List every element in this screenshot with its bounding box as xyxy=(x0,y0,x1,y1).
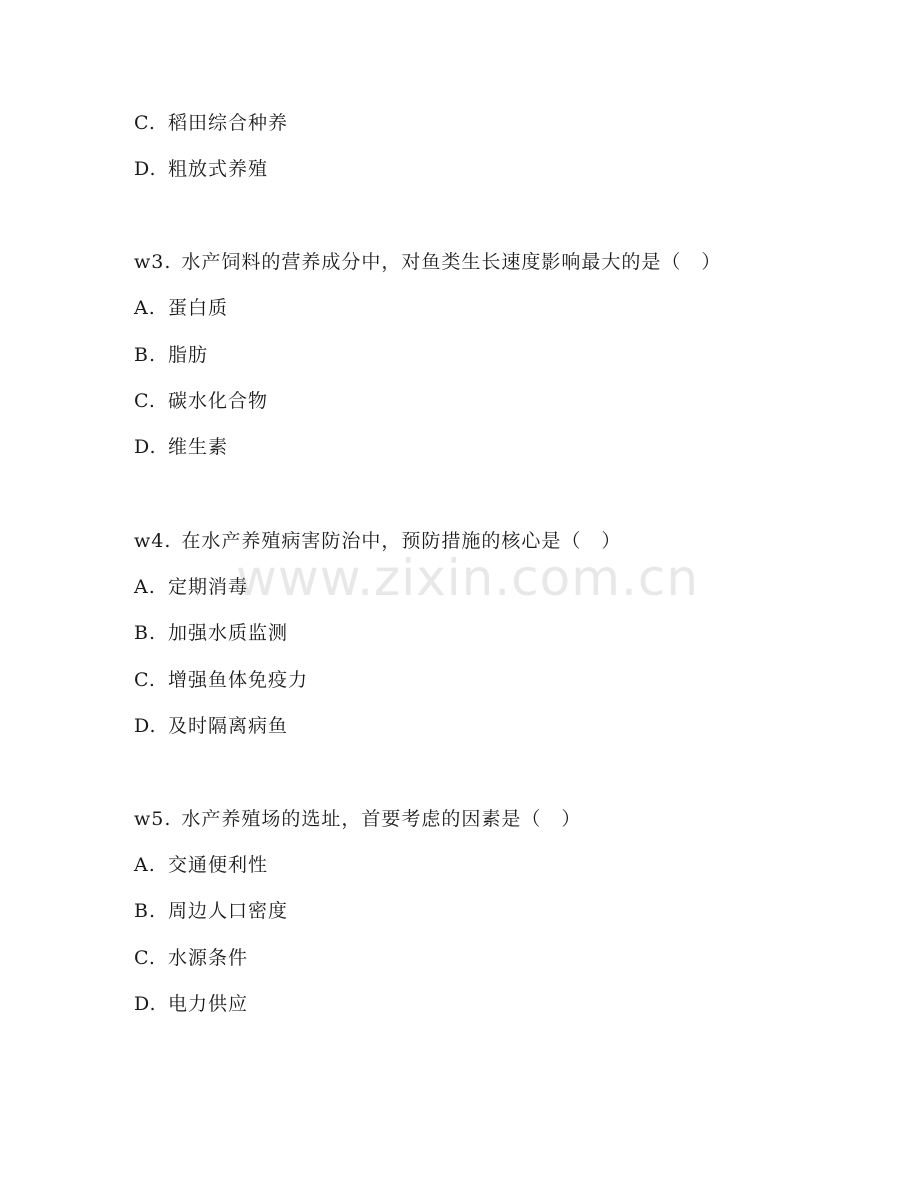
option-text: 加强水质监测 xyxy=(168,622,289,644)
option-text: 碳水化合物 xyxy=(168,390,269,412)
question-text: 水产养殖场的选址，首要考虑的因素是（ ） xyxy=(181,808,582,830)
option-text: 增强鱼体免疫力 xyxy=(168,669,309,691)
question-number: w4. xyxy=(134,530,172,552)
option-label: D. xyxy=(134,158,157,180)
option-label: C. xyxy=(134,947,156,969)
q3-option-d xyxy=(134,435,228,459)
q3-option-c xyxy=(134,389,268,413)
option-text: 及时隔离病鱼 xyxy=(168,715,289,737)
option-text: 维生素 xyxy=(168,436,229,458)
question-number: w3. xyxy=(134,251,172,273)
q4-option-b xyxy=(134,621,288,645)
option-label: C. xyxy=(134,390,156,412)
option-label: A. xyxy=(134,576,156,598)
question-number: w5. xyxy=(134,808,172,830)
option-text: 定期消毒 xyxy=(168,576,249,598)
q5-option-c xyxy=(134,946,248,970)
option-text: 交通便利性 xyxy=(168,854,269,876)
option-text: 电力供应 xyxy=(168,993,249,1015)
option-label: B. xyxy=(134,344,157,366)
q2-option-c xyxy=(134,111,288,135)
q5-option-a xyxy=(134,853,268,877)
option-label: D. xyxy=(134,436,157,458)
option-text: 稻田综合种养 xyxy=(168,112,289,134)
option-label: B. xyxy=(134,622,157,644)
option-label: D. xyxy=(134,993,157,1015)
question-5 xyxy=(134,807,581,831)
q4-option-c xyxy=(134,668,308,692)
question-text: 在水产养殖病害防治中，预防措施的核心是（ ） xyxy=(181,530,622,552)
q4-option-a xyxy=(134,575,248,599)
option-text: 脂肪 xyxy=(168,344,209,366)
q5-option-d xyxy=(134,992,248,1016)
option-text: 周边人口密度 xyxy=(168,900,289,922)
option-label: D. xyxy=(134,715,157,737)
q3-option-a xyxy=(134,296,228,320)
watermark: www.zixin.com.cn xyxy=(236,549,700,607)
option-label: B. xyxy=(134,900,157,922)
option-text: 水源条件 xyxy=(168,947,249,969)
question-3 xyxy=(134,250,721,274)
option-text: 粗放式养殖 xyxy=(168,158,269,180)
q4-option-d xyxy=(134,714,288,738)
option-label: C. xyxy=(134,112,156,134)
q2-option-d xyxy=(134,157,268,181)
q5-option-b xyxy=(134,899,288,923)
q3-option-b xyxy=(134,343,208,367)
option-label: A. xyxy=(134,854,156,876)
option-label: C. xyxy=(134,669,156,691)
question-text: 水产饲料的营养成分中，对鱼类生长速度影响最大的是（ ） xyxy=(181,251,722,273)
option-text: 蛋白质 xyxy=(168,297,229,319)
option-label: A. xyxy=(134,297,156,319)
